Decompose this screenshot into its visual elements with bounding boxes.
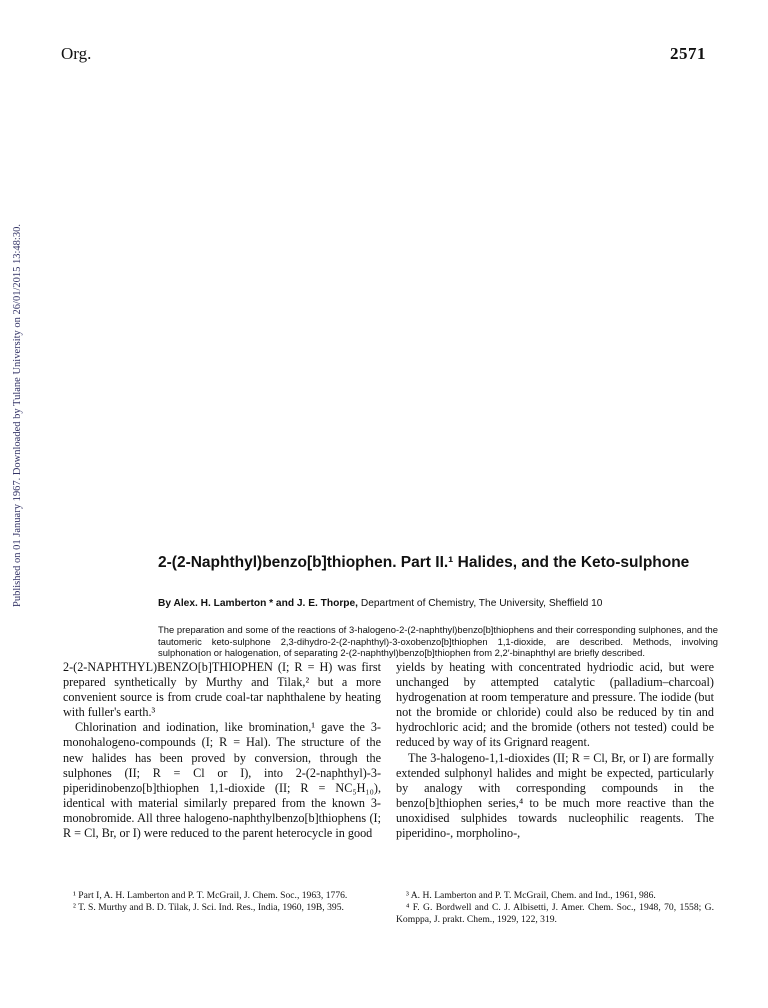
article-title: 2-(2-Naphthyl)benzo[b]thiophen. Part II.¹ Halides, and the Keto-sulphone	[158, 554, 690, 571]
body-paragraph: yields by heating with concentrated hydriodic acid, but were unchanged by attempted catalytic (palladium–charcoal) hydrogenation at room temperature and pressure. The iodide (but not the bromide or chloride) could also be reduced by tin and hydrochloric acid; and the bromide (others not tested) could be reduced by way of its Grignard reagent.	[396, 660, 714, 750]
footnote: ² T. S. Murthy and B. D. Tilak, J. Sci. Ind. Res., India, 1960, 19B, 395.	[73, 902, 344, 914]
body-paragraph: The 3-halogeno-1,1-dioxides (II; R = Cl, Br, or I) are formally extended sulphonyl halides and might be expected, particularly by analogy with corresponding compounds in the benzo[b]thiophen series,⁴ to be much more reactive than the unoxidised sulphides towards nucleophilic reagents. The piperidino-, morpholino-,	[396, 750, 714, 841]
journal-name: Org.	[61, 44, 92, 63]
download-provenance-note: Published on 01 January 1967. Downloaded by Tulane University on 26/01/2015 13:48:30.	[12, 224, 23, 607]
body-column-left	[63, 660, 381, 841]
footnotes-right	[396, 890, 714, 926]
affiliation: Department of Chemistry, The University, Sheffield 10	[360, 598, 603, 609]
footnotes-left	[63, 890, 381, 915]
author-names: By Alex. H. Lamberton * and J. E. Thorpe,	[158, 598, 359, 609]
body-paragraph: 2-(2-NAPHTHYL)BENZO[b]THIOPHEN (I; R = H) was first prepared synthetically by Murthy and Tilak,² but a more convenient source is from crude coal-tar naphthalene by heating with fuller's earth.³	[63, 660, 381, 720]
footnote: ⁴ F. G. Bordwell and C. J. Albisetti, J. Amer. Chem. Soc., 1948, 70, 1558; G. Komppa, J. prakt. Chem., 1929, 122, 319.	[396, 902, 714, 925]
page-number: 2571	[670, 44, 706, 63]
authors-line	[158, 598, 718, 609]
body-paragraph: Chlorination and iodination, like bromination,¹ gave the 3-monohalogeno-compounds (I; R = Hal). The structure of the new halides has been proved by conversion, through the sulphones (II; R = Cl or I), into 2-(2-naphthyl)-3-piperidinobenzo[b]thiophen 1,1-dioxide (II; R = NC₅H₁₀), identical with material similarly prepared from the known 3-monobromide. All three halogeno-naphthylbenzo[b]thiophens (I; R = Cl, Br, or I) were reduced to the parent heterocycle in good	[63, 720, 381, 841]
body-column-right	[396, 660, 714, 841]
abstract: The preparation and some of the reactions of 3-halogeno-2-(2-naphthyl)benzo[b]thiophens and their corresponding sulphones, and the tautomeric keto-sulphone 2,3-dihydro-2-(2-naphthyl)-3-oxobenzo[b]thiophen 1,1-dioxide, are described. Methods, involving sulphonation or halogenation, of separating 2-(2-naphthyl)benzo[b]thiophen from 2,2′-binaphthyl are briefly described.	[158, 624, 718, 658]
footnote: ¹ Part I, A. H. Lamberton and P. T. McGrail, J. Chem. Soc., 1963, 1776.	[73, 890, 348, 901]
footnote: ³ A. H. Lamberton and P. T. McGrail, Chem. and Ind., 1961, 986.	[406, 890, 656, 901]
